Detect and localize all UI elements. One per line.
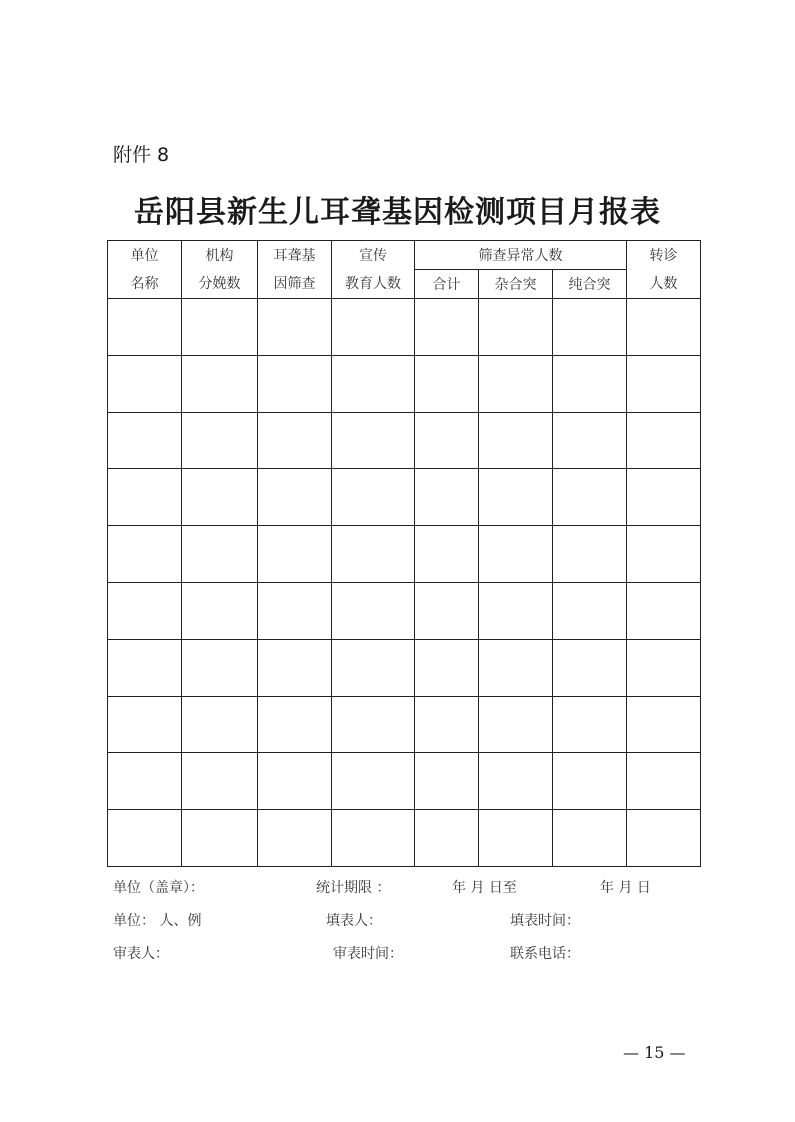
table-cell[interactable] (479, 412, 553, 469)
table-cell[interactable] (332, 299, 415, 356)
table-cell[interactable] (479, 582, 553, 639)
table-row (108, 582, 701, 639)
table-cell[interactable] (182, 696, 258, 753)
page-number: — 15 — (623, 1043, 686, 1062)
table-cell[interactable] (415, 753, 479, 810)
table-cell[interactable] (108, 696, 182, 753)
stat-period-label: 统计期限 ： (316, 880, 391, 896)
unit-seal-label: 单位（盖章）： (113, 880, 204, 896)
table-cell[interactable] (627, 299, 701, 356)
table-cell[interactable] (182, 299, 258, 356)
table-cell[interactable] (332, 526, 415, 583)
table-cell[interactable] (108, 355, 182, 412)
table-cell[interactable] (553, 355, 627, 412)
table-cell[interactable] (332, 412, 415, 469)
table-cell[interactable] (332, 696, 415, 753)
table-row (108, 299, 701, 356)
table-cell[interactable] (479, 469, 553, 526)
header-unit-name: 单位 名称 (108, 241, 182, 299)
header-education: 宣传 教育人数 (332, 241, 415, 299)
header-abnormal-group: 筛查异常人数 (415, 241, 627, 270)
table-cell[interactable] (553, 753, 627, 810)
table-cell[interactable] (332, 469, 415, 526)
table-cell[interactable] (415, 469, 479, 526)
table-cell[interactable] (415, 639, 479, 696)
table-cell[interactable] (415, 582, 479, 639)
table-cell[interactable] (108, 753, 182, 810)
reviewer-label: 审表人： (113, 946, 169, 962)
table-cell[interactable] (553, 696, 627, 753)
table-cell[interactable] (182, 526, 258, 583)
table-cell[interactable] (627, 753, 701, 810)
table-cell[interactable] (108, 639, 182, 696)
header-heterozygous: 杂合突 (479, 270, 553, 299)
table-cell[interactable] (553, 469, 627, 526)
header-homozygous: 纯合突 (553, 270, 627, 299)
table-cell[interactable] (479, 810, 553, 867)
header-gene-screening: 耳聋基 因筛查 (258, 241, 332, 299)
header-abnormal-total: 合计 (415, 270, 479, 299)
table-cell[interactable] (479, 355, 553, 412)
phone-label: 联系电话： (510, 946, 580, 962)
table-cell[interactable] (479, 753, 553, 810)
table-row (108, 469, 701, 526)
date-from-label: 年 月 日至 (452, 880, 517, 896)
table-cell[interactable] (258, 299, 332, 356)
table-cell[interactable] (553, 582, 627, 639)
table-cell[interactable] (258, 469, 332, 526)
fill-time-label: 填表时间： (510, 913, 580, 929)
table-cell[interactable] (258, 412, 332, 469)
table-row (108, 696, 701, 753)
table-cell[interactable] (182, 469, 258, 526)
table-cell[interactable] (258, 810, 332, 867)
table-cell[interactable] (627, 810, 701, 867)
header-institution-births: 机构 分娩数 (182, 241, 258, 299)
table-cell[interactable] (479, 299, 553, 356)
table-row (108, 810, 701, 867)
table-cell[interactable] (108, 469, 182, 526)
table-cell[interactable] (258, 582, 332, 639)
table-cell[interactable] (415, 810, 479, 867)
table-cell[interactable] (415, 412, 479, 469)
table-cell[interactable] (627, 639, 701, 696)
table-row (108, 355, 701, 412)
table-cell[interactable] (553, 299, 627, 356)
table-cell[interactable] (258, 355, 332, 412)
table-cell[interactable] (627, 469, 701, 526)
table-cell[interactable] (332, 582, 415, 639)
review-time-label: 审表时间： (333, 946, 403, 962)
table-cell[interactable] (332, 355, 415, 412)
report-table (107, 240, 701, 867)
table-cell[interactable] (182, 753, 258, 810)
table-cell[interactable] (479, 526, 553, 583)
table-cell[interactable] (182, 355, 258, 412)
table-cell[interactable] (108, 299, 182, 356)
table-cell[interactable] (332, 639, 415, 696)
table-cell[interactable] (415, 526, 479, 583)
table-cell[interactable] (415, 299, 479, 356)
table-cell[interactable] (258, 696, 332, 753)
table-cell[interactable] (627, 526, 701, 583)
unit-label: 单位： 人、例 (113, 913, 202, 929)
table-row (108, 753, 701, 810)
table-cell[interactable] (415, 696, 479, 753)
table-cell[interactable] (182, 582, 258, 639)
header-referral: 转诊 人数 (627, 241, 701, 299)
table-cell[interactable] (332, 753, 415, 810)
table-cell[interactable] (258, 526, 332, 583)
table-cell[interactable] (182, 639, 258, 696)
table-cell[interactable] (627, 582, 701, 639)
table-cell[interactable] (627, 355, 701, 412)
table-cell[interactable] (258, 753, 332, 810)
page-title: 岳阳县新生儿耳聋基因检测项目月报表 (134, 195, 661, 230)
table-cell[interactable] (553, 810, 627, 867)
attachment-label: 附件 8 (113, 144, 170, 166)
table-row (108, 639, 701, 696)
table-cell[interactable] (332, 810, 415, 867)
table-cell[interactable] (479, 639, 553, 696)
filler-label: 填表人： (326, 913, 382, 929)
table-cell[interactable] (108, 412, 182, 469)
table-cell[interactable] (182, 412, 258, 469)
table-cell[interactable] (627, 412, 701, 469)
table-cell[interactable] (627, 696, 701, 753)
table-cell[interactable] (108, 526, 182, 583)
table-cell[interactable] (108, 582, 182, 639)
table-cell[interactable] (553, 639, 627, 696)
table-cell[interactable] (479, 696, 553, 753)
table-cell[interactable] (182, 810, 258, 867)
table-cell[interactable] (258, 639, 332, 696)
table-cell[interactable] (553, 412, 627, 469)
date-to-label: 年 月 日 (600, 880, 651, 896)
table-cell[interactable] (415, 355, 479, 412)
table-row (108, 412, 701, 469)
table-row (108, 526, 701, 583)
table-cell[interactable] (108, 810, 182, 867)
table-cell[interactable] (553, 526, 627, 583)
